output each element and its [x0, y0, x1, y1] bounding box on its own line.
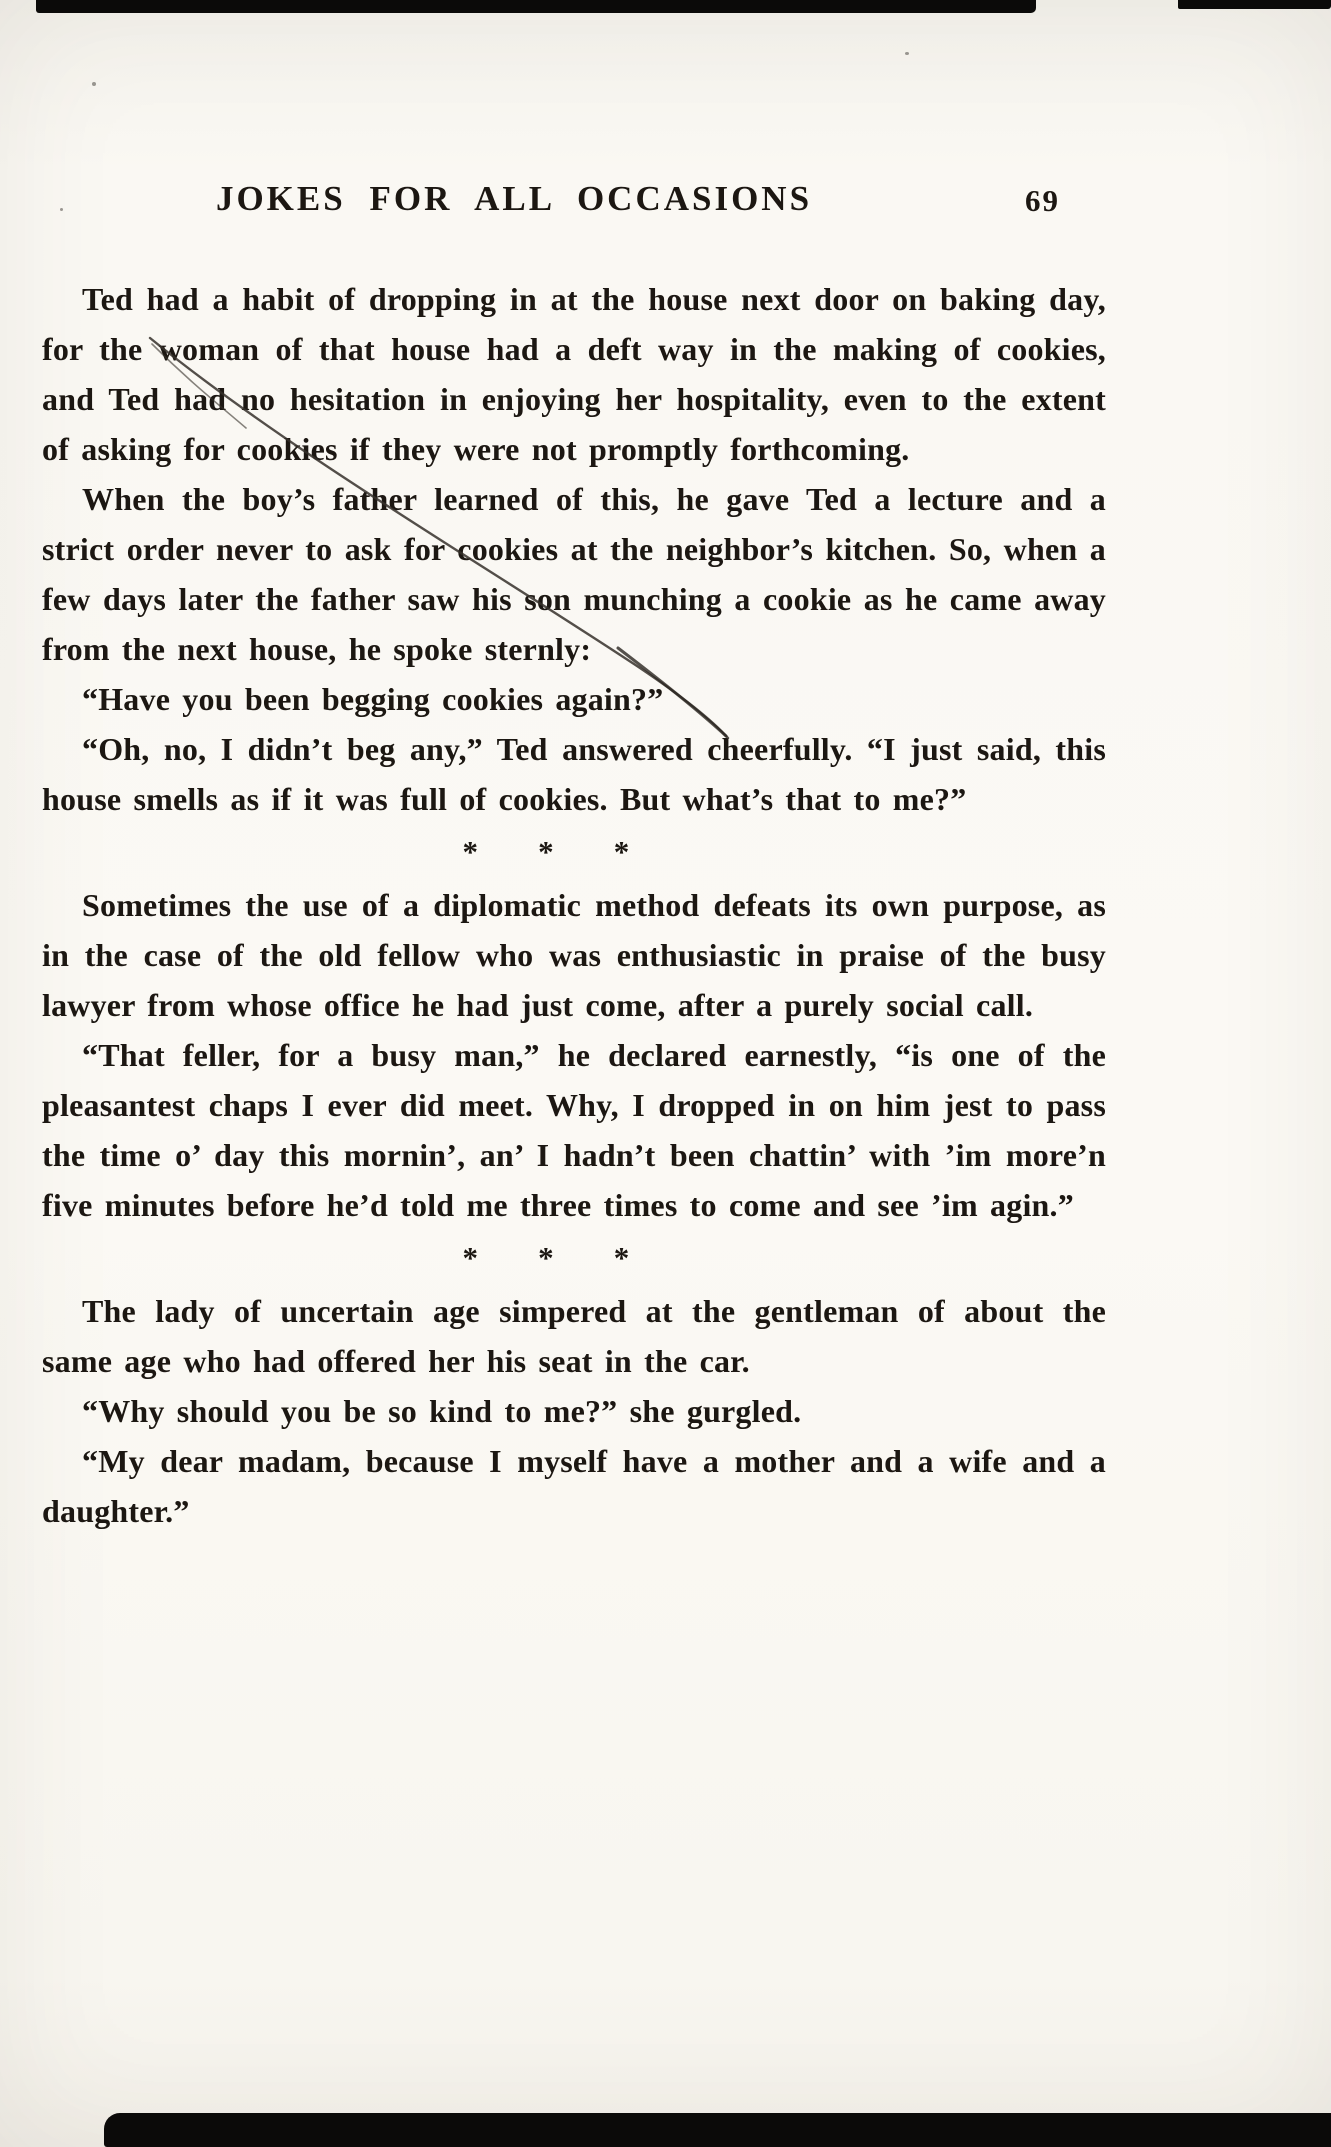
page-body [42, 274, 1106, 1536]
page-title: JOKES FOR ALL OCCASIONS [215, 179, 813, 218]
paragraph: “Have you been begging cookies again?” [82, 681, 664, 717]
paragraph: Sometimes the use of a diplomatic method defeats its own purpose, as in the case of the old fellow who was enthusiastic in praise of the busy lawyer from whose office he had just come, after a purely social call. [42, 887, 1106, 1023]
paragraph: The lady of uncertain age simpered at the gentleman of about the same age who had offered her his seat in the car. [42, 1293, 1106, 1379]
section-separator: * * * [462, 834, 630, 869]
paragraph: “My dear madam, because I myself have a mother and a wife and a daughter.” [42, 1443, 1106, 1529]
scan-edge-bar-top-left [36, 0, 1036, 13]
paragraph: “That feller, for a busy man,” he declared earnestly, “is one of the pleasantest chaps I ever did meet. Why, I dropped in on him jest to pass the time o’ day this mornin’, an’ I hadn’t been chattin’ with ’im more’n five minutes before he’d told me three times to come and see ’im agin.” [42, 1037, 1106, 1223]
paragraph: When the boy’s father learned of this, he gave Ted a lecture and a strict order never to ask for cookies at the neighbor’s kitchen. So, when a few days later the father saw his son munching a cookie as he came away from the next house, he spoke sternly: [42, 481, 1106, 667]
scan-speck [92, 82, 96, 86]
scan-edge-bar-bottom [104, 2113, 1331, 2147]
paragraph: “Oh, no, I didn’t beg any,” Ted answered cheerfully. “I just said, this house smells as if it was full of cookies. But what’s that to me?” [42, 731, 1106, 817]
page-number: 69 [1025, 183, 1060, 218]
text-block [42, 178, 1106, 1536]
section-separator: * * * [462, 1240, 630, 1275]
scan-edge-bar-top-right [1178, 0, 1331, 9]
running-header [42, 178, 1106, 220]
scan-speck [905, 52, 909, 55]
paragraph: Ted had a habit of dropping in at the house next door on baking day, for the woman of that house had a deft way in the making of cookies, and Ted had no hesitation in enjoying her hospitality, even to the extent of asking for cookies if they were not promptly forthcoming. [42, 281, 1106, 467]
paragraph: “Why should you be so kind to me?” she gurgled. [82, 1393, 802, 1429]
